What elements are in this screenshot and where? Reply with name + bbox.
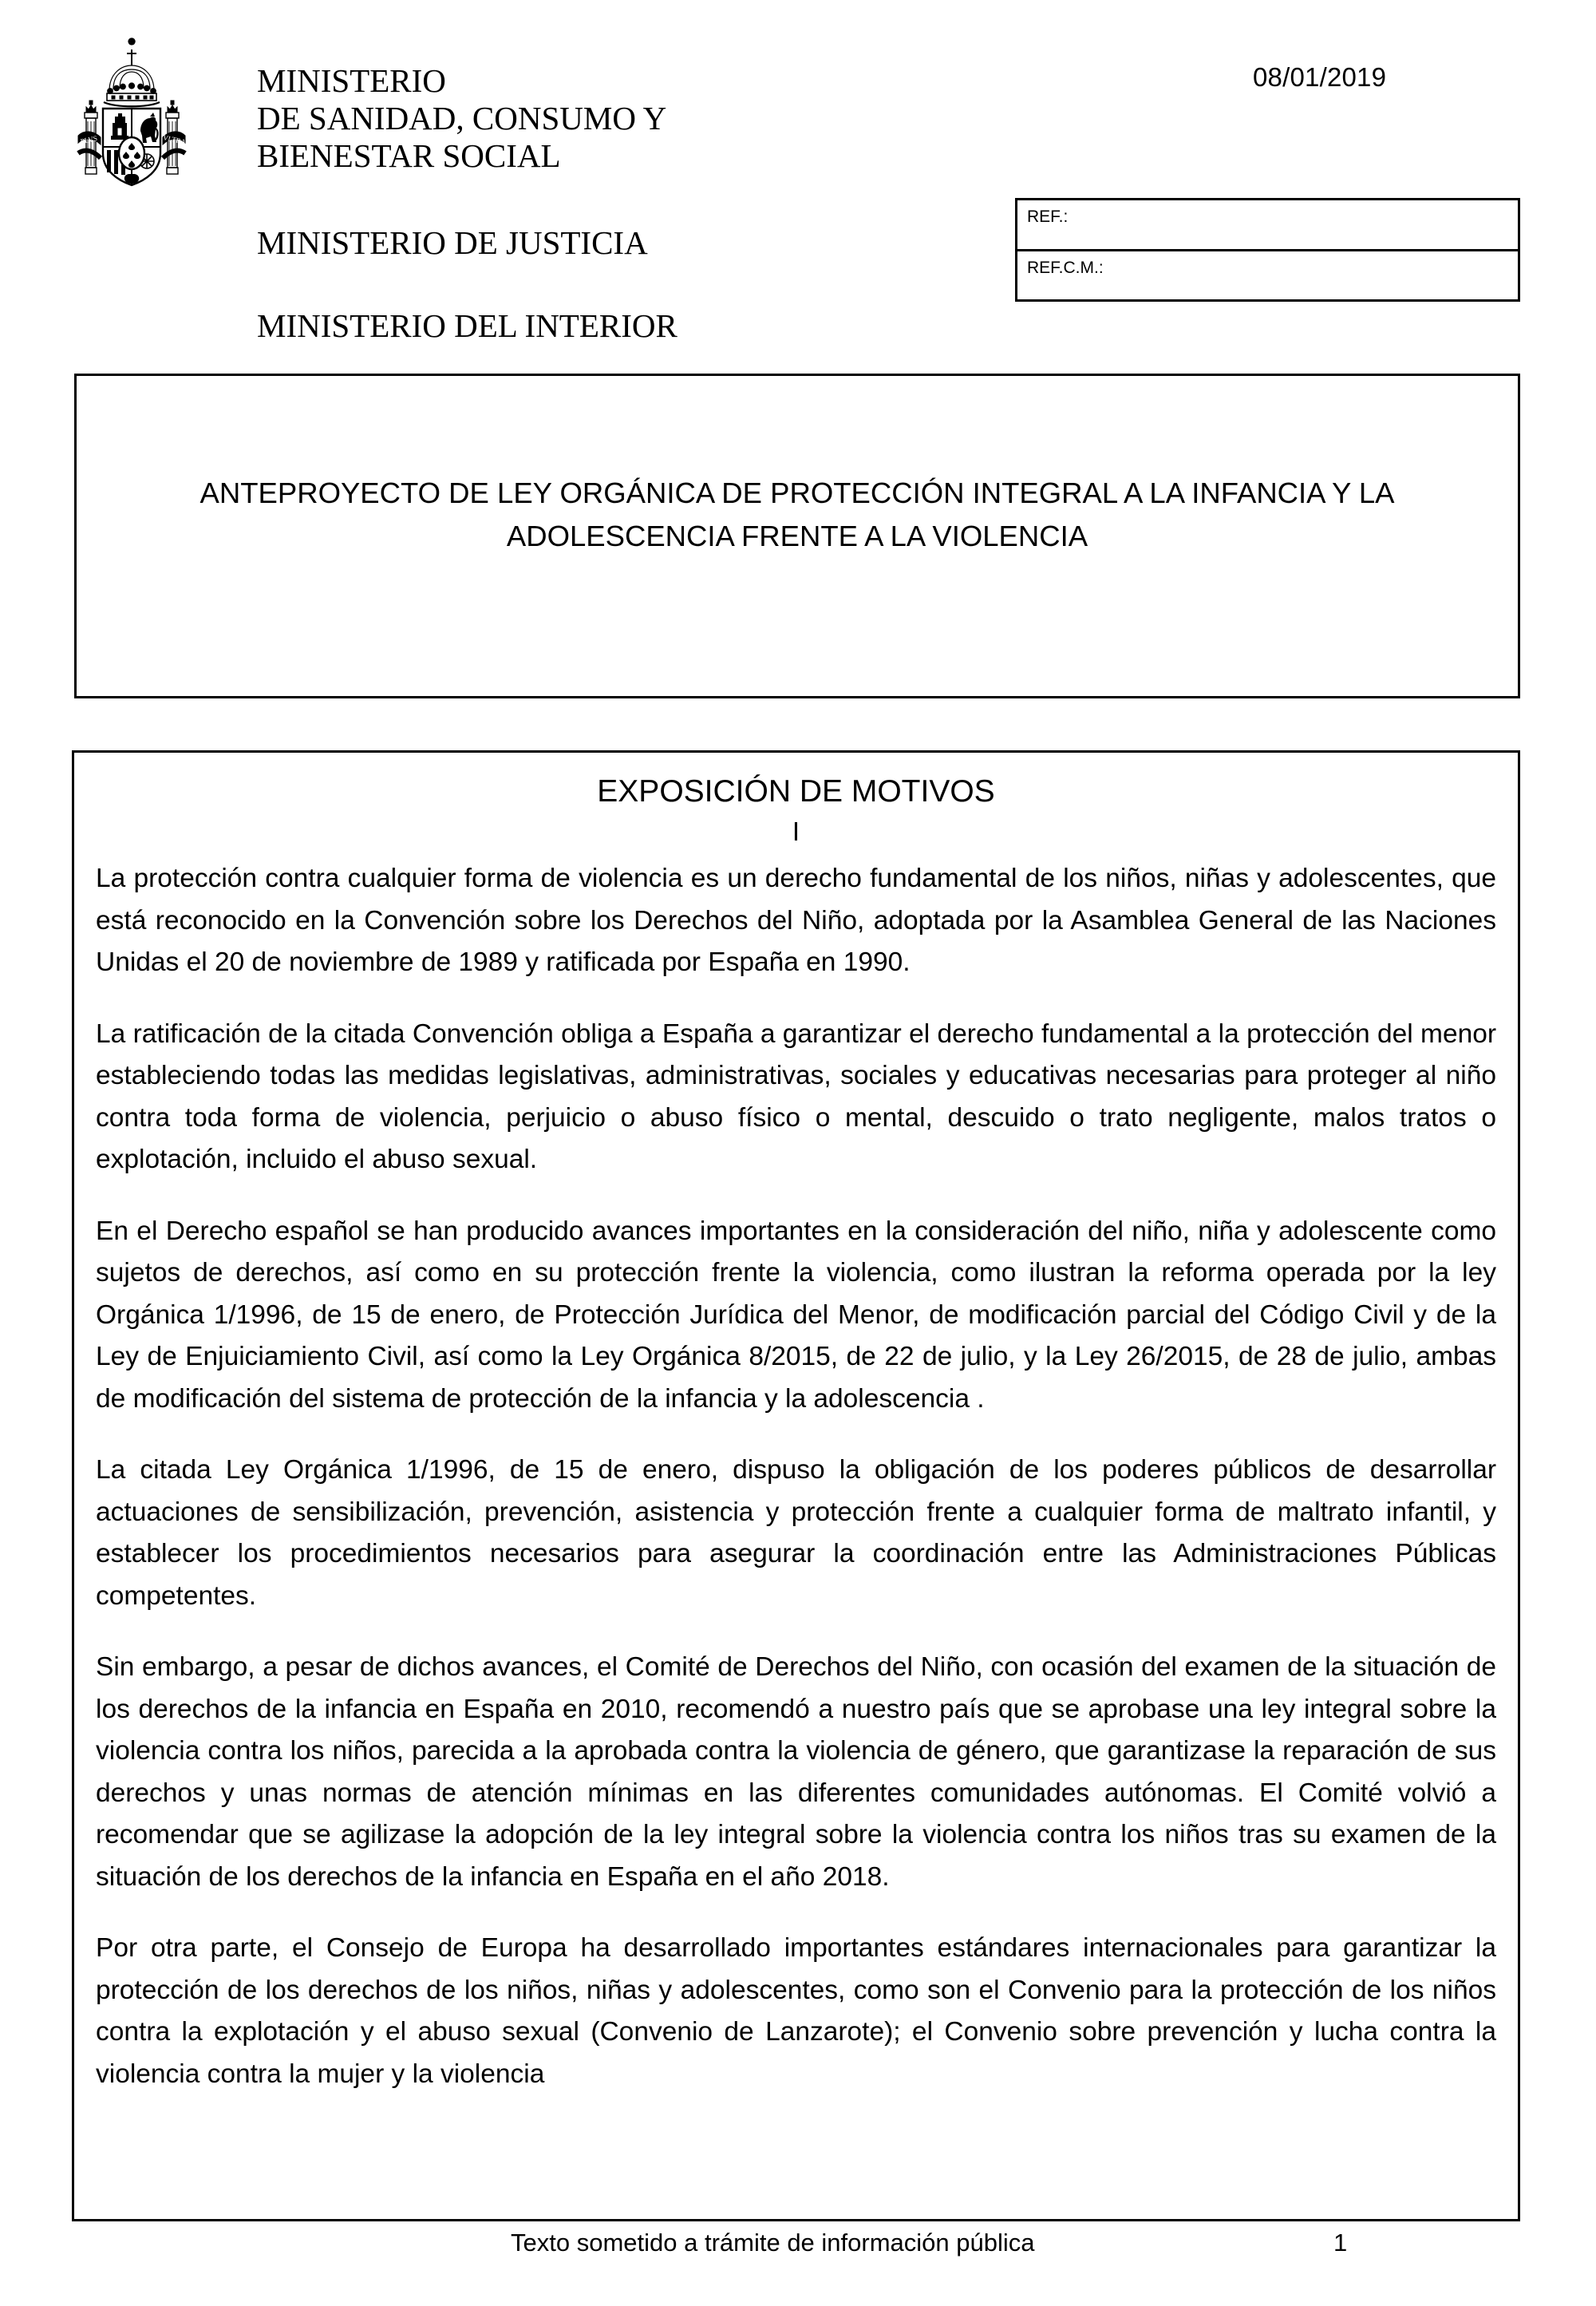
footer-note: Texto sometido a trámite de información pública: [511, 2229, 1035, 2257]
title-box: [74, 374, 1520, 698]
body-box: [72, 750, 1520, 2221]
body-content: [96, 773, 1496, 2095]
section-numeral: I: [792, 817, 800, 846]
page-number: 1: [1333, 2229, 1348, 2257]
document-title: ANTEPROYECTO DE LEY ORGÁNICA DE PROTECCIÓN INTEGRAL A LA INFANCIA Y LA ADOLESCENCIA FRENTE A LA VIOLENCIA: [200, 477, 1395, 552]
paragraph: Por otra parte, el Consejo de Europa ha desarrollado importantes estándares internacionales para garantizar la protección de los derechos de los niños, niñas y adolescentes, como son el Convenio para la protección de los niños contra la explotación y el abuso sexual (Convenio de Lanzarote); el Convenio sobre prevención y lucha contra la violencia contra la mujer y la violencia: [96, 1933, 1496, 2089]
ref-label: REF.:: [1027, 208, 1069, 226]
coat-of-arms-icon: [67, 34, 196, 187]
ref-cm-row: [1017, 249, 1518, 299]
ministry-line-1: MINISTERIO: [257, 62, 446, 99]
document-date: 08/01/2019: [1253, 62, 1387, 92]
ref-cm-label: REF.C.M.:: [1027, 259, 1104, 277]
ministry-interior: MINISTERIO DEL INTERIOR: [257, 307, 678, 344]
ministry-line-2: DE SANIDAD, CONSUMO Y: [257, 100, 667, 136]
paragraph: En el Derecho español se han producido avances importantes en la consideración del niño, niña y adolescente como sujetos de derechos, así como en su protección frente la violencia, como ilustran la reforma operada por la ley Orgánica 1/1996, de 15 de enero, de Protección Jurídica del Menor, de modificación parcial del Código Civil y de la Ley de Enjuiciamiento Civil, así como la Ley Orgánica 8/2015, de 22 de julio, y la Ley 26/2015, de 28 de julio, ambas de modificación del sistema de protección de la infancia y la adolescencia .: [96, 1216, 1496, 1414]
reference-table: [1015, 198, 1520, 302]
ministry-justicia: MINISTERIO DE JUSTICIA: [257, 224, 648, 261]
motto-vltra: VLTRA: [162, 133, 187, 146]
paragraph: La ratificación de la citada Convención obliga a España a garantizar el derecho fundamental a la protección del menor estableciendo todas las medidas legislativas, administrativas, sociales y educativas necesarias para proteger al niño contra toda forma de violencia, perjuicio o abuso físico o mental, descuido o trato negligente, malos tratos o explotación, incluido el abuso sexual.: [96, 1019, 1496, 1174]
paragraph: La protección contra cualquier forma de violencia es un derecho fundamental de los niños, niñas y adolescentes, que está reconocido en la Convención sobre los Derechos del Niño, adoptada por la Asamblea General de las Naciones Unidas el 20 de noviembre de 1989 y ratificada por España en 1990.: [96, 864, 1496, 977]
ref-row: [1017, 200, 1518, 249]
document-header: [0, 0, 1596, 367]
ministry-line-3: BIENESTAR SOCIAL: [257, 137, 561, 174]
motto-plvs: PLVS: [79, 133, 98, 146]
paragraph: La citada Ley Orgánica 1/1996, de 15 de enero, dispuso la obligación de los poderes públicos de desarrollar actuaciones de sensibilización, prevención, asistencia y protección frente a cualquier forma de maltrato infantil, y establecer los procedimientos necesarios para asegurar la coordinación entre las Administraciones Públicas competentes.: [96, 1455, 1496, 1611]
document-footer: [0, 2229, 1596, 2276]
exposicion-heading: EXPOSICIÓN DE MOTIVOS: [597, 774, 995, 809]
paragraph: Sin embargo, a pesar de dichos avances, el Comité de Derechos del Niño, con ocasión del examen de la situación de los derechos de la infancia en España en 2010, recomendó a nuestro país que se aprobase una ley integral sobre la violencia contra los niños, parecida a la aprobada contra la violencia de género, que garantizase la reparación de sus derechos y unas normas de atención mínimas en las diferentes comunidades autónomas. El Comité volvió a recomendar que se agilizase la adopción de la ley integral sobre la violencia contra los niños tras su examen de la situación de los derechos de la infancia en España en el año 2018.: [96, 1652, 1496, 1892]
ministry-name-block: [257, 62, 975, 175]
